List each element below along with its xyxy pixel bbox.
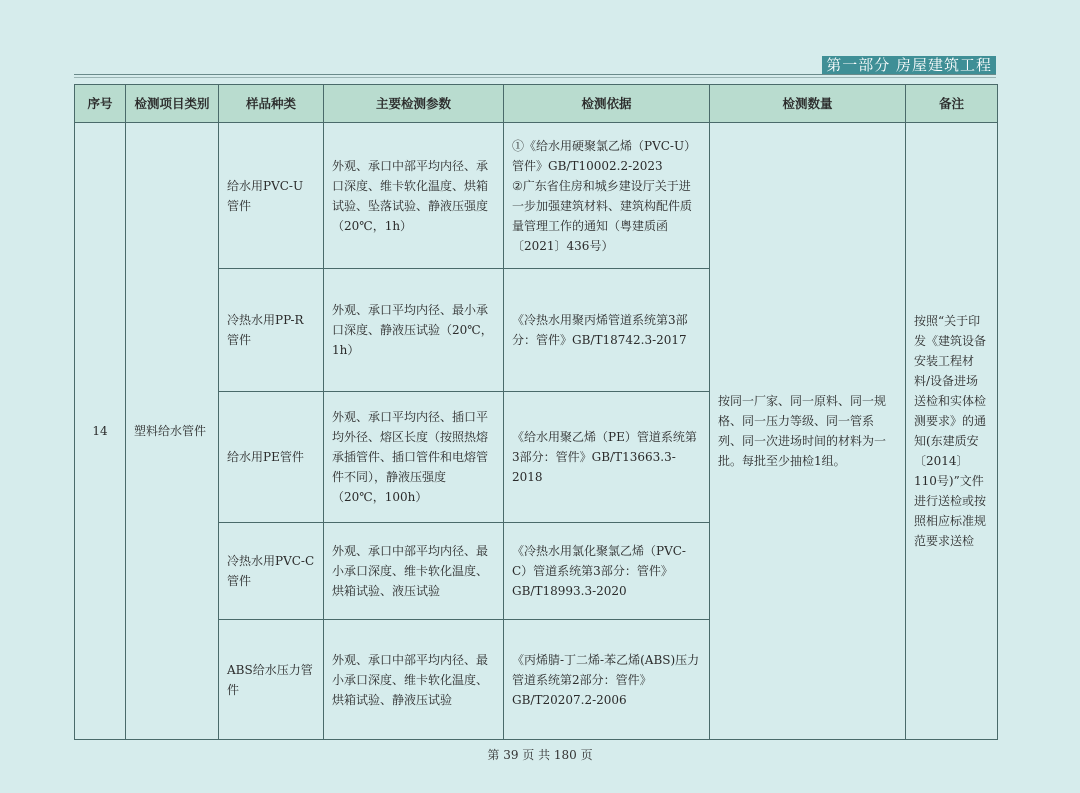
seq-cell: 14 [75,123,126,740]
page-number: 第 39 页 共 180 页 [487,748,593,762]
remark-cell: 按照“关于印发《建筑设备安装工程材料/设备进场送检和实体检测要求》的通知(东建质安〔2014〕110号)”文件进行送检或按照相应标准规范要求送检 [906,123,998,740]
col-header-basis: 检测依据 [504,85,710,123]
params-cell: 外观、承口中部平均内径、最小承口深度、维卡软化温度、烘箱试验、静液压试验 [324,620,504,740]
table-row [75,123,998,269]
header-rule-secondary [74,77,996,78]
sample-cell: ABS给水压力管件 [219,620,324,740]
section-title: 第一部分 房屋建筑工程 [822,56,996,75]
basis-cell: 《丙烯腈-丁二烯-苯乙烯(ABS)压力管道系统第2部分：管件》GB/T20207.2-2006 [504,620,710,740]
col-header-seq: 序号 [75,85,126,123]
header-rule [74,74,996,75]
params-cell: 外观、承口中部平均内径、承口深度、维卡软化温度、烘箱试验、坠落试验、静液压强度（20℃，1h） [324,123,504,269]
sample-cell: 冷热水用PVC-C管件 [219,523,324,620]
category-cell: 塑料给水管件 [126,123,219,740]
quantity-cell: 按同一厂家、同一原料、同一规格、同一压力等级、同一管系列、同一次进场时间的材料为一批。每批至少抽检1组。 [710,123,906,740]
params-cell: 外观、承口中部平均内径、最小承口深度、维卡软化温度、烘箱试验、液压试验 [324,523,504,620]
sample-cell: 冷热水用PP-R管件 [219,269,324,392]
sample-cell: 给水用PE管件 [219,392,324,523]
col-header-category: 检测项目类别 [126,85,219,123]
basis-cell: 《冷热水用氯化聚氯乙烯（PVC-C）管道系统第3部分：管件》GB/T18993.3-2020 [504,523,710,620]
basis-cell: 《冷热水用聚丙烯管道系统第3部分：管件》GB/T18742.3-2017 [504,269,710,392]
basis-cell: ①《给水用硬聚氯乙烯（PVC-U）管件》GB/T10002.2-2023 ②广东省住房和城乡建设厅关于进一步加强建筑材料、建筑构配件质量管理工作的通知（粤建质函〔2021〕436号） [504,123,710,269]
table-header-row [75,85,998,123]
sample-cell: 给水用PVC-U管件 [219,123,324,269]
basis-cell: 《给水用聚乙烯（PE）管道系统第3部分：管件》GB/T13663.3-2018 [504,392,710,523]
params-cell: 外观、承口平均内径、最小承口深度、静液压试验（20℃，1h） [324,269,504,392]
col-header-params: 主要检测参数 [324,85,504,123]
col-header-remark: 备注 [906,85,998,123]
col-header-sample: 样品种类 [219,85,324,123]
inspection-table [74,84,998,740]
params-cell: 外观、承口平均内径、插口平均外径、熔区长度（按照热熔承插管件、插口管件和电熔管件不同），静液压强度（20℃，100h） [324,392,504,523]
col-header-quantity: 检测数量 [710,85,906,123]
